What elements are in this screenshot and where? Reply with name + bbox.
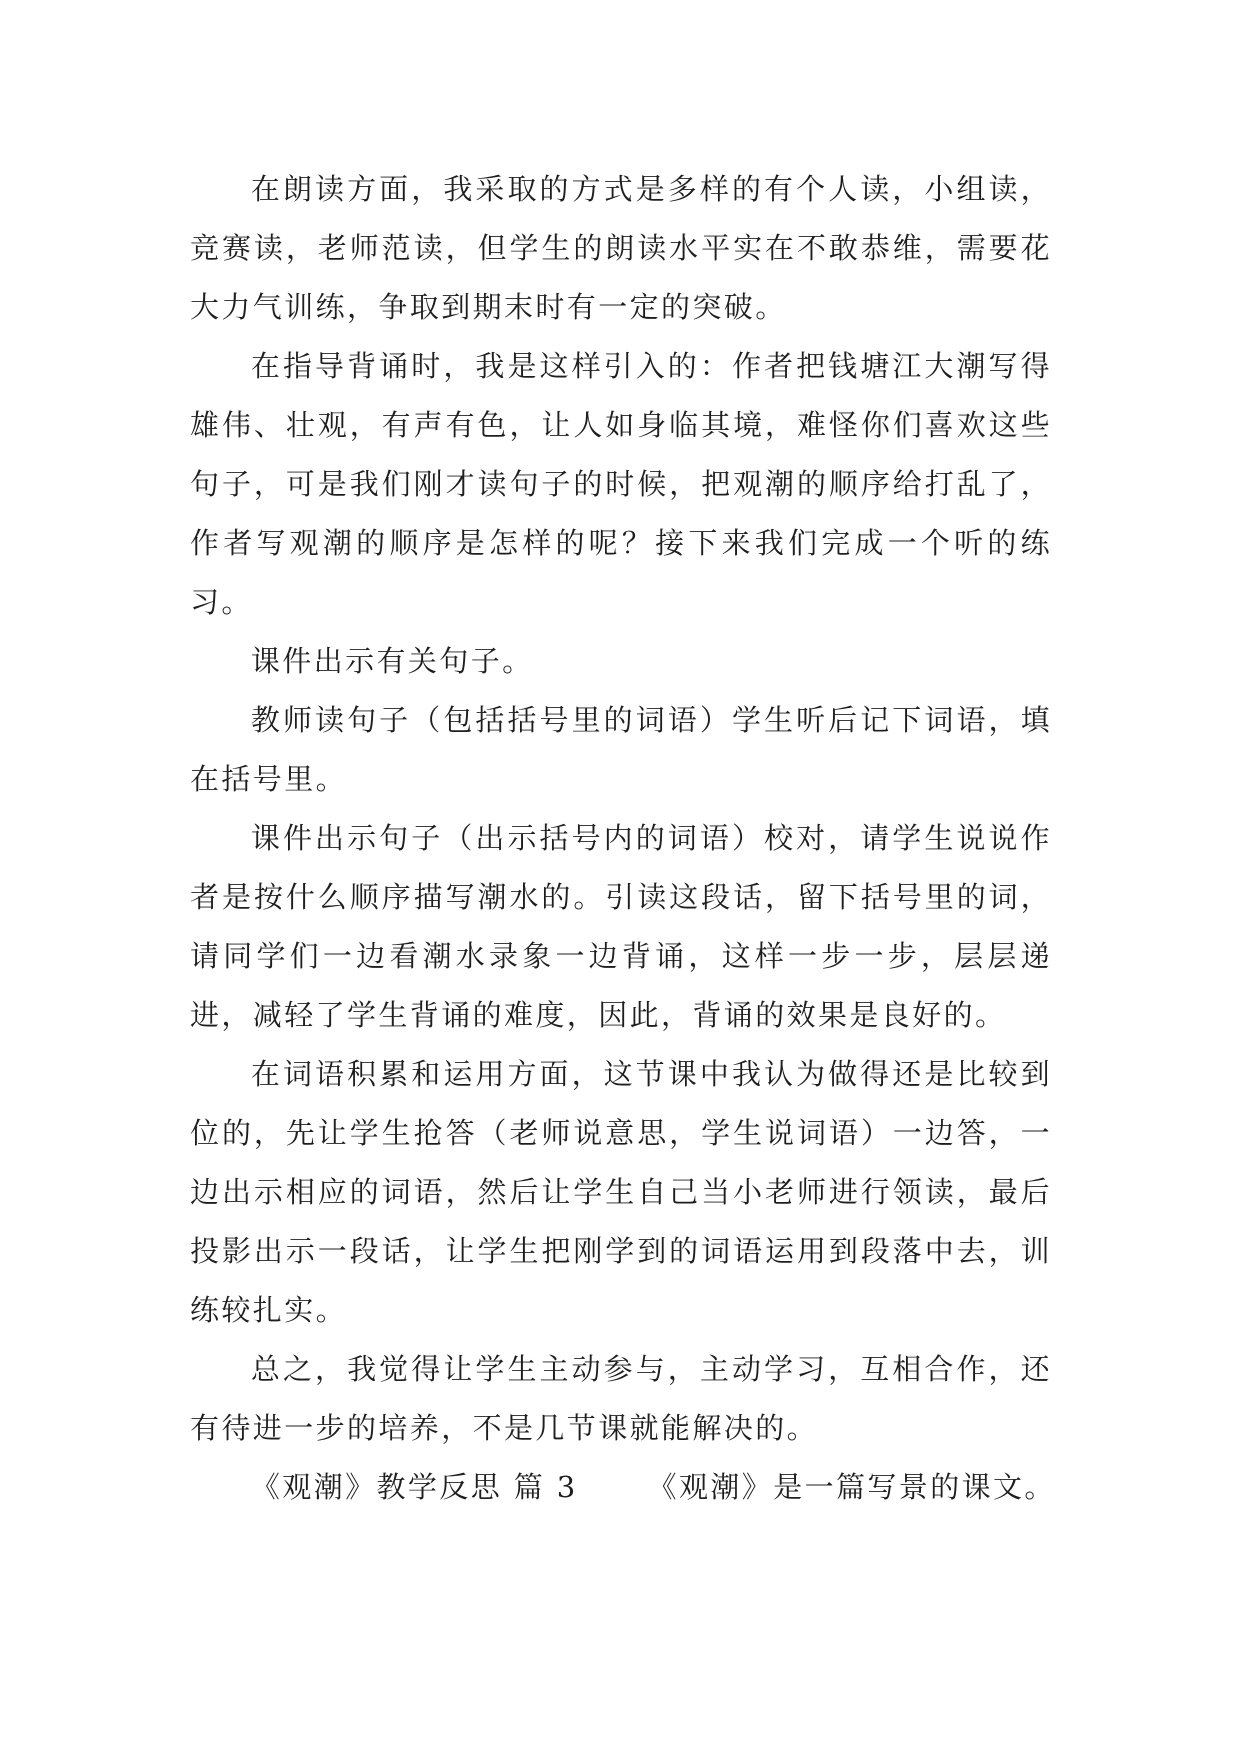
paragraph-courseware: 课件出示有关句子。 (250, 644, 534, 678)
paragraph-recitation: 在指导背诵时，我是这样引入的：作者把钱塘江大潮写得雄伟、壮观，有声有色，让人如身临其境，难怪你们喜欢这些句子，可是我们刚才读句子的时候，把观潮的顺序给打乱了，作者写观潮的顺序是怎样的呢？接下来我们完成一个听的练习。 (190, 349, 1052, 619)
paragraph-teacher-reads: 教师读句子（包括括号里的词语）学生听后记下词语，填在括号里。 (190, 703, 1052, 796)
paragraph-proofread: 课件出示句子（出示括号内的词语）校对，请学生说说作者是按什么顺序描写潮水的。引读这段话，留下括号里的词，请同学们一边看潮水录象一边背诵，这样一步一步，层层递进，减轻了学生背诵的难度，因此，背诵的效果是良好的。 (190, 821, 1052, 1032)
paragraph-vocabulary: 在词语积累和运用方面，这节课中我认为做得还是比较到位的，先让学生抢答（老师说意思，学生说词语）一边答，一边出示相应的词语，然后让学生自己当小老师进行领读，最后投影出示一段话，让学生把刚学到的词语运用到段落中去，训练较扎实。 (190, 1057, 1052, 1327)
section-line (190, 1458, 1056, 1517)
section-heading: 《观潮》教学反思 篇 3 (250, 1470, 578, 1504)
section-intro: 《观潮》是一篇写景的课文。 (647, 1470, 1056, 1504)
paragraph-summary: 总之，我觉得让学生主动参与，主动学习，互相合作，还有待进一步的培养，不是几节课就能解决的。 (190, 1352, 1052, 1445)
document-page (190, 160, 1056, 1517)
paragraph-reading: 在朗读方面，我采取的方式是多样的有个人读，小组读，竞赛读，老师范读，但学生的朗读水平实在不敢恭维，需要花大力气训练，争取到期末时有一定的突破。 (190, 172, 1052, 324)
